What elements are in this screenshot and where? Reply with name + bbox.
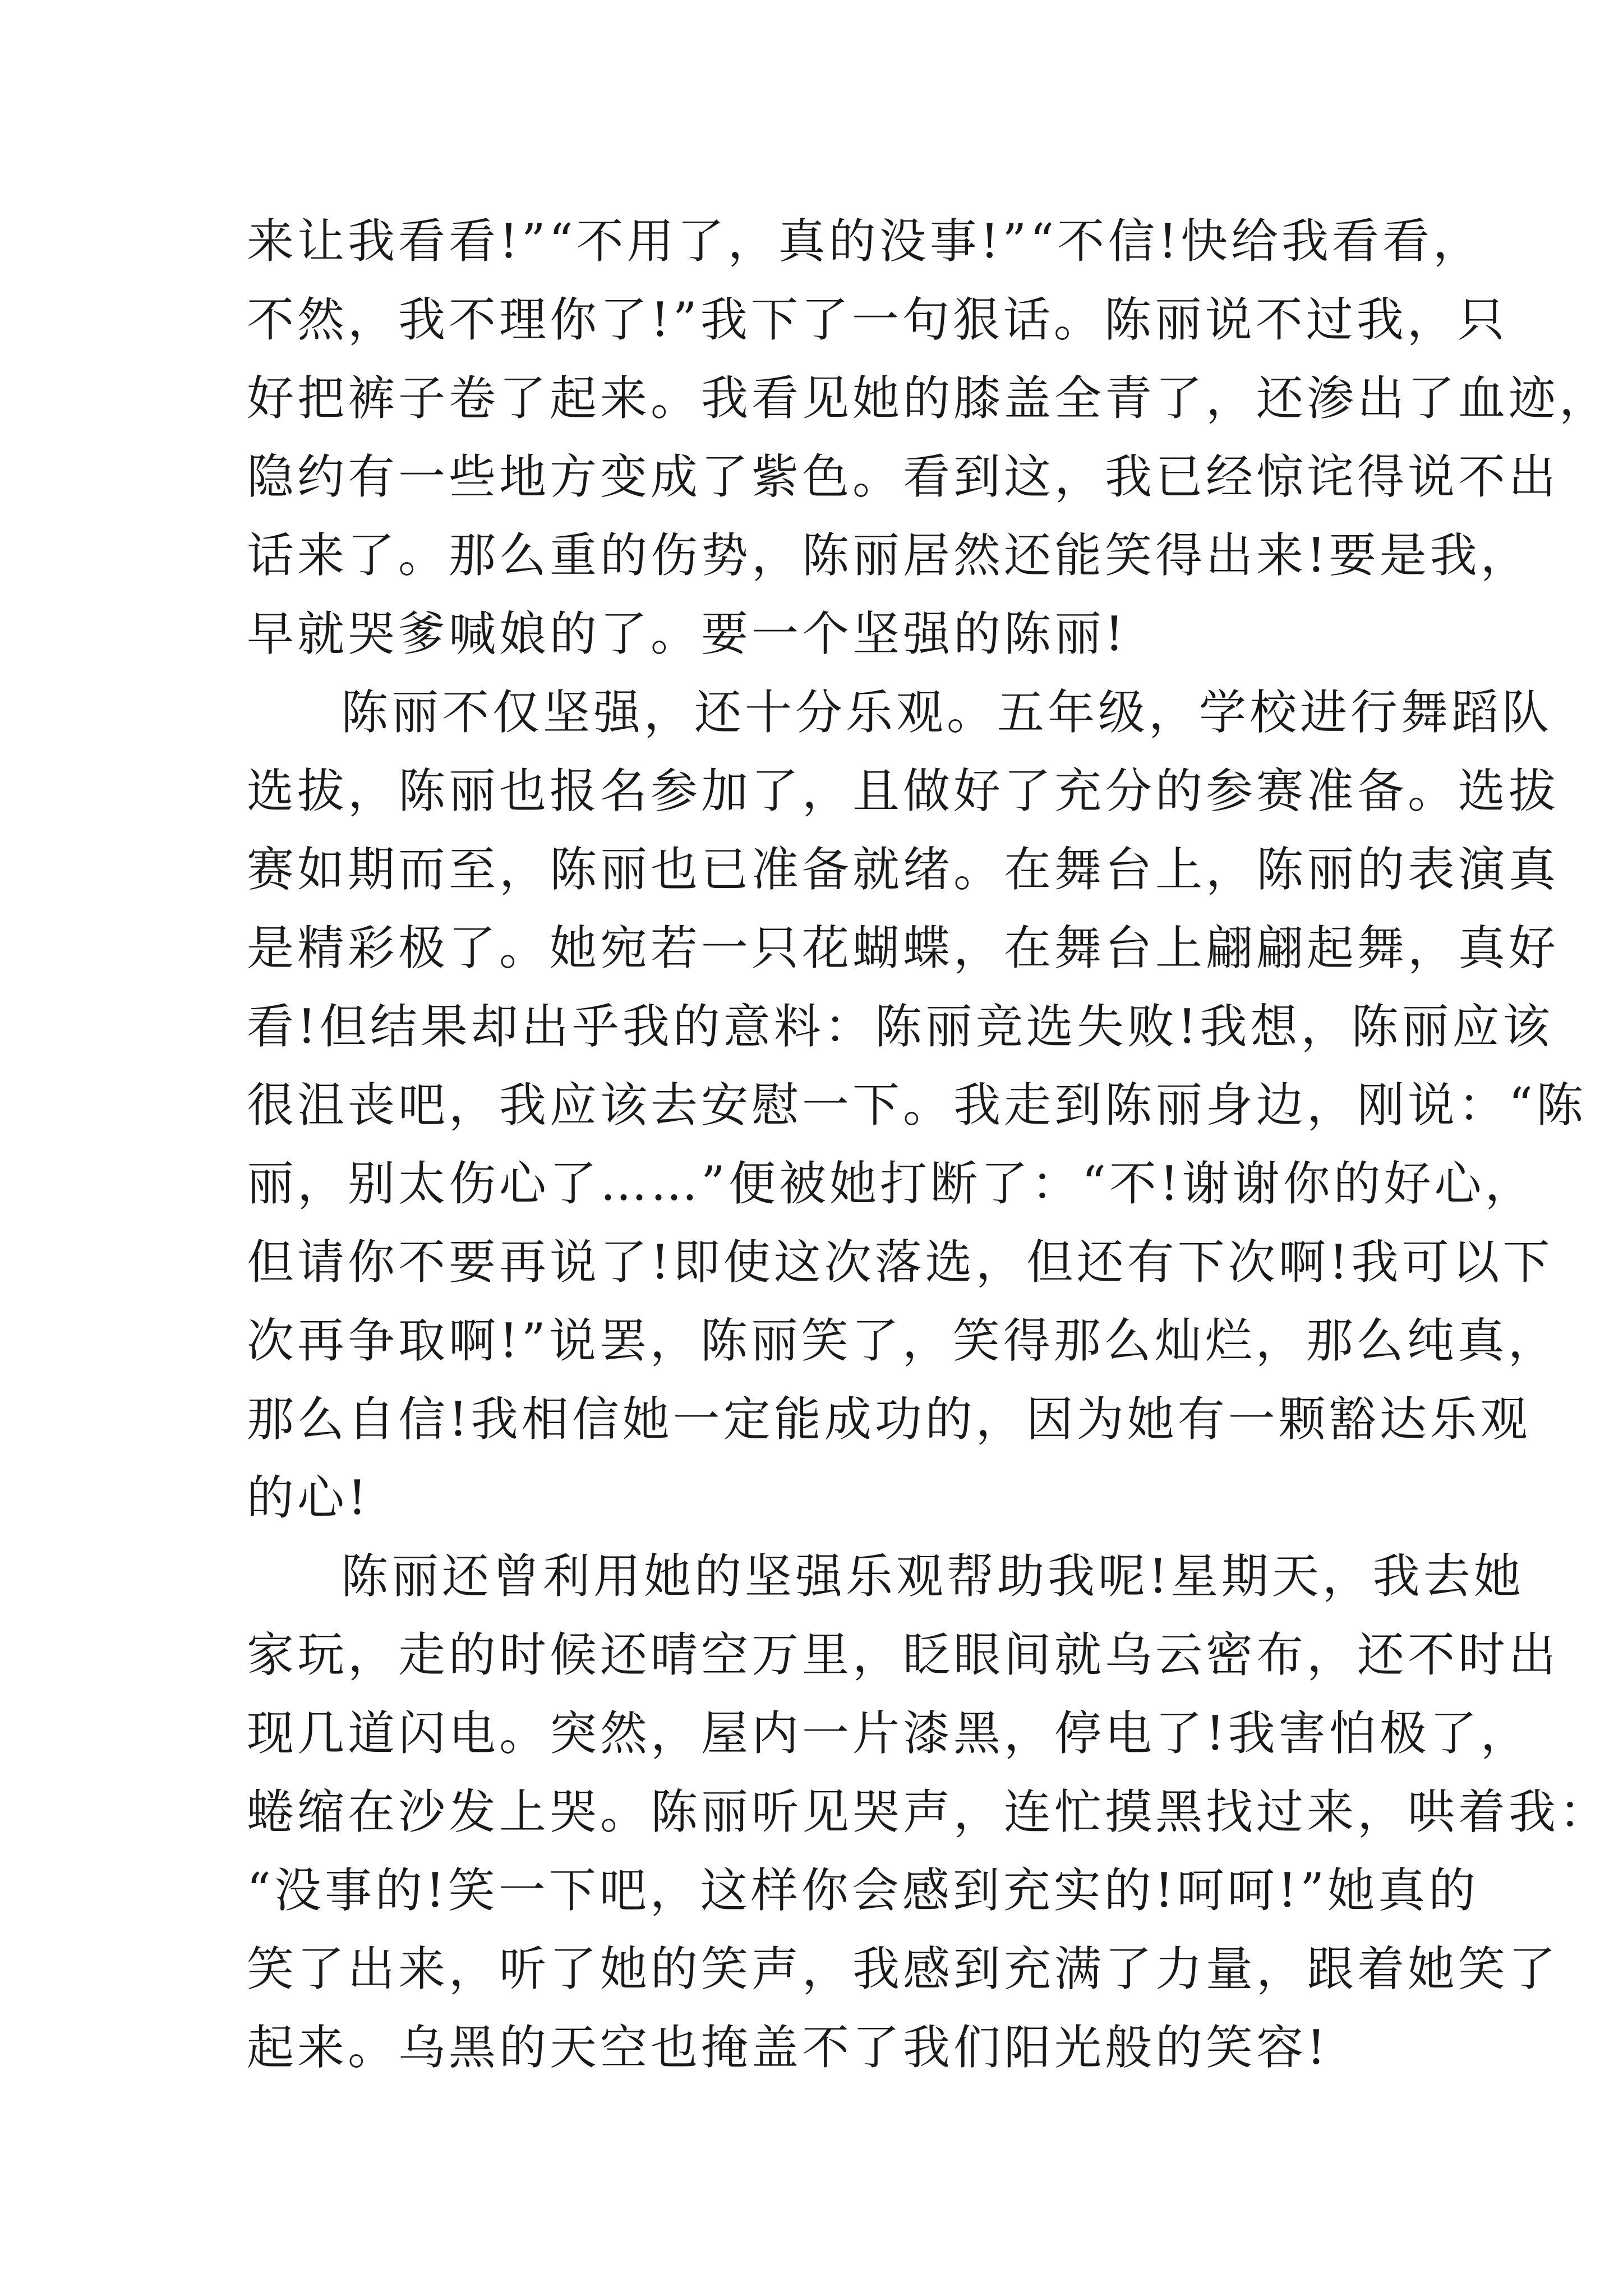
- text-line: 话来了。那么重的伤势，陈丽居然还能笑得出来!要是我，: [247, 528, 1531, 583]
- paragraph: [247, 202, 1610, 673]
- text-line: 来让我看看!”“不用了，真的没事!”“不信!快给我看看，: [247, 214, 1484, 269]
- text-line: 早就哭爹喊娘的了。要一个坚强的陈丽!: [247, 606, 1127, 661]
- text-line: 看!但结果却出乎我的意料：陈丽竞选失败!我想，陈丽应该: [247, 999, 1553, 1054]
- document-body: [247, 202, 1610, 2087]
- text-line: 不然，我不理你了!”我下了一句狠话。陈丽说不过我，只: [247, 292, 1508, 347]
- text-line: 很沮丧吧，我应该去安慰一下。我走到陈丽身边，刚说：“陈: [247, 1078, 1587, 1133]
- text-line: 陈丽不仅坚强，还十分乐观。五年级，学校进行舞蹈队: [341, 685, 1553, 740]
- text-line: 的心!: [247, 1470, 370, 1525]
- text-line: 好把裤子卷了起来。我看见她的膝盖全青了，还渗出了血迹，: [247, 371, 1610, 426]
- text-line: 次再争取啊!”说罢，陈丽笑了，笑得那么灿烂，那么纯真，: [247, 1313, 1559, 1368]
- text-line: 但请你不要再说了!即使这次落选，但还有下次啊!我可以下: [247, 1235, 1553, 1290]
- text-line: 笑了出来，听了她的笑声，我感到充满了力量，跟着她笑了: [247, 1941, 1560, 1996]
- text-line: 陈丽还曾利用她的坚强乐观帮助我呢!星期天，我去她: [341, 1549, 1524, 1604]
- text-line: 丽，别太伤心了……”便被她打断了：“不!谢谢你的好心，: [247, 1156, 1536, 1211]
- text-line: 赛如期而至，陈丽也已准备就绪。在舞台上，陈丽的表演真: [247, 842, 1560, 897]
- text-line: 现几道闪电。突然，屋内一片漆黑，停电了!我害怕极了，: [247, 1706, 1531, 1761]
- paragraph: [247, 673, 1587, 1537]
- text-line: “没事的!笑一下吧，这样你会感到充实的!呵呵!”她真的: [247, 1863, 1479, 1918]
- text-line: 家玩，走的时候还晴空万里，眨眼间就乌云密布，还不时出: [247, 1627, 1560, 1682]
- text-line: 蜷缩在沙发上哭。陈丽听见哭声，连忙摸黑找过来，哄着我：: [247, 1784, 1610, 1839]
- text-line: 是精彩极了。她宛若一只花蝴蝶，在舞台上翩翩起舞，真好: [247, 921, 1560, 976]
- text-line: 选拔，陈丽也报名参加了，且做好了充分的参赛准备。选拔: [247, 763, 1560, 818]
- text-line: 起来。乌黑的天空也掩盖不了我们阳光般的笑容!: [247, 2020, 1329, 2075]
- text-line: 那么自信!我相信她一定能成功的，因为她有一颗豁达乐观: [247, 1392, 1531, 1447]
- text-line: 隐约有一些地方变成了紫色。看到这，我已经惊诧得说不出: [247, 449, 1560, 504]
- paragraph: [247, 1537, 1610, 2087]
